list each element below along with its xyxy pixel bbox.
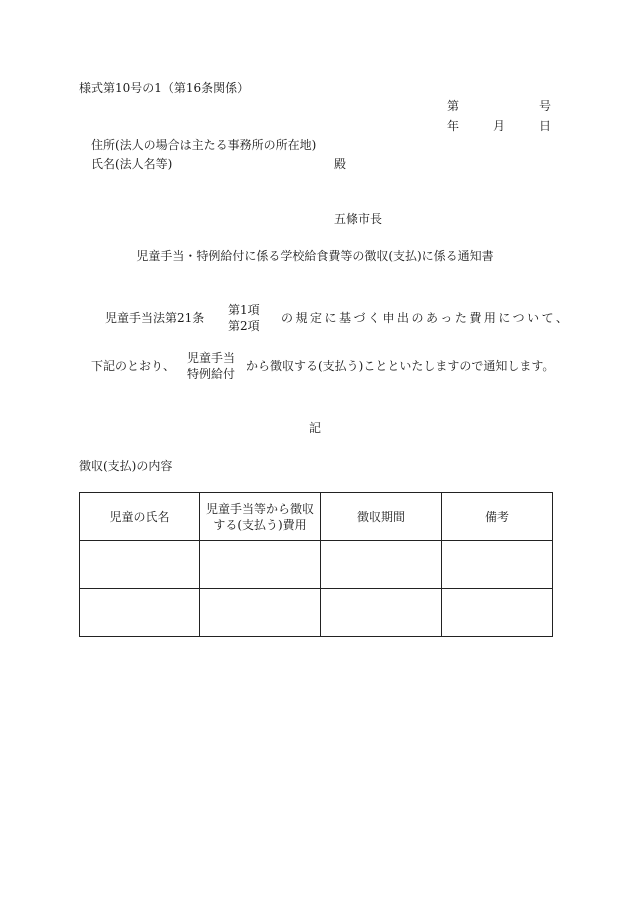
sender-mayor: 五條市長 bbox=[333, 212, 383, 226]
date-year: 年 bbox=[447, 119, 460, 133]
header-remarks: 備考 bbox=[442, 493, 553, 541]
honorific: 殿 bbox=[334, 157, 347, 171]
date-month: 月 bbox=[493, 119, 506, 133]
benefit-options bbox=[187, 350, 235, 382]
header-child-name: 児童の氏名 bbox=[80, 493, 200, 541]
content-table bbox=[79, 492, 553, 637]
cell-cost[interactable] bbox=[200, 589, 321, 637]
cell-child-name[interactable] bbox=[80, 589, 200, 637]
section-title: 徴収(支払)の内容 bbox=[79, 459, 173, 473]
table-row bbox=[80, 589, 553, 637]
cell-remarks[interactable] bbox=[442, 541, 553, 589]
cell-cost[interactable] bbox=[200, 541, 321, 589]
clause-option: 第1項 bbox=[228, 303, 260, 317]
body-line2-pre: 下記のとおり、 bbox=[91, 359, 176, 373]
doc-number-prefix: 第 bbox=[447, 99, 460, 113]
address-label: 住所(法人の場合は主たる事務所の所在地) bbox=[91, 138, 317, 152]
date-day: 日 bbox=[539, 119, 552, 133]
doc-number-suffix: 号 bbox=[539, 99, 552, 113]
clause-option: 第2項 bbox=[228, 319, 260, 333]
benefit-option: 特例給付 bbox=[187, 367, 236, 381]
header-period: 徴収期間 bbox=[321, 493, 442, 541]
header-cost-line2: する(支払う)費用 bbox=[213, 517, 307, 532]
cell-child-name[interactable] bbox=[80, 541, 200, 589]
cell-period[interactable] bbox=[321, 541, 442, 589]
cell-remarks[interactable] bbox=[442, 589, 553, 637]
header-cost-line1: 児童手当等から徴収 bbox=[205, 501, 314, 516]
table-header-row bbox=[80, 493, 553, 541]
body-line2-post: から徴収する(支払う)ことといたしますので通知します。 bbox=[246, 359, 555, 373]
body-line1-pre: 児童手当法第21条 bbox=[105, 311, 205, 325]
body-line1-post: の規定に基づく申出のあった費用について、 bbox=[281, 311, 571, 325]
table-row bbox=[80, 541, 553, 589]
ki-heading: 記 bbox=[308, 421, 322, 435]
benefit-option: 児童手当 bbox=[187, 351, 236, 365]
cell-period[interactable] bbox=[321, 589, 442, 637]
clause-options bbox=[228, 302, 260, 334]
form-id: 様式第10号の1（第16条関係） bbox=[79, 81, 250, 95]
header-cost bbox=[200, 493, 321, 541]
name-label: 氏名(法人名等) bbox=[91, 157, 173, 171]
document-title: 児童手当・特例給付に係る学校給食費等の徴収(支払)に係る通知書 bbox=[136, 249, 494, 263]
